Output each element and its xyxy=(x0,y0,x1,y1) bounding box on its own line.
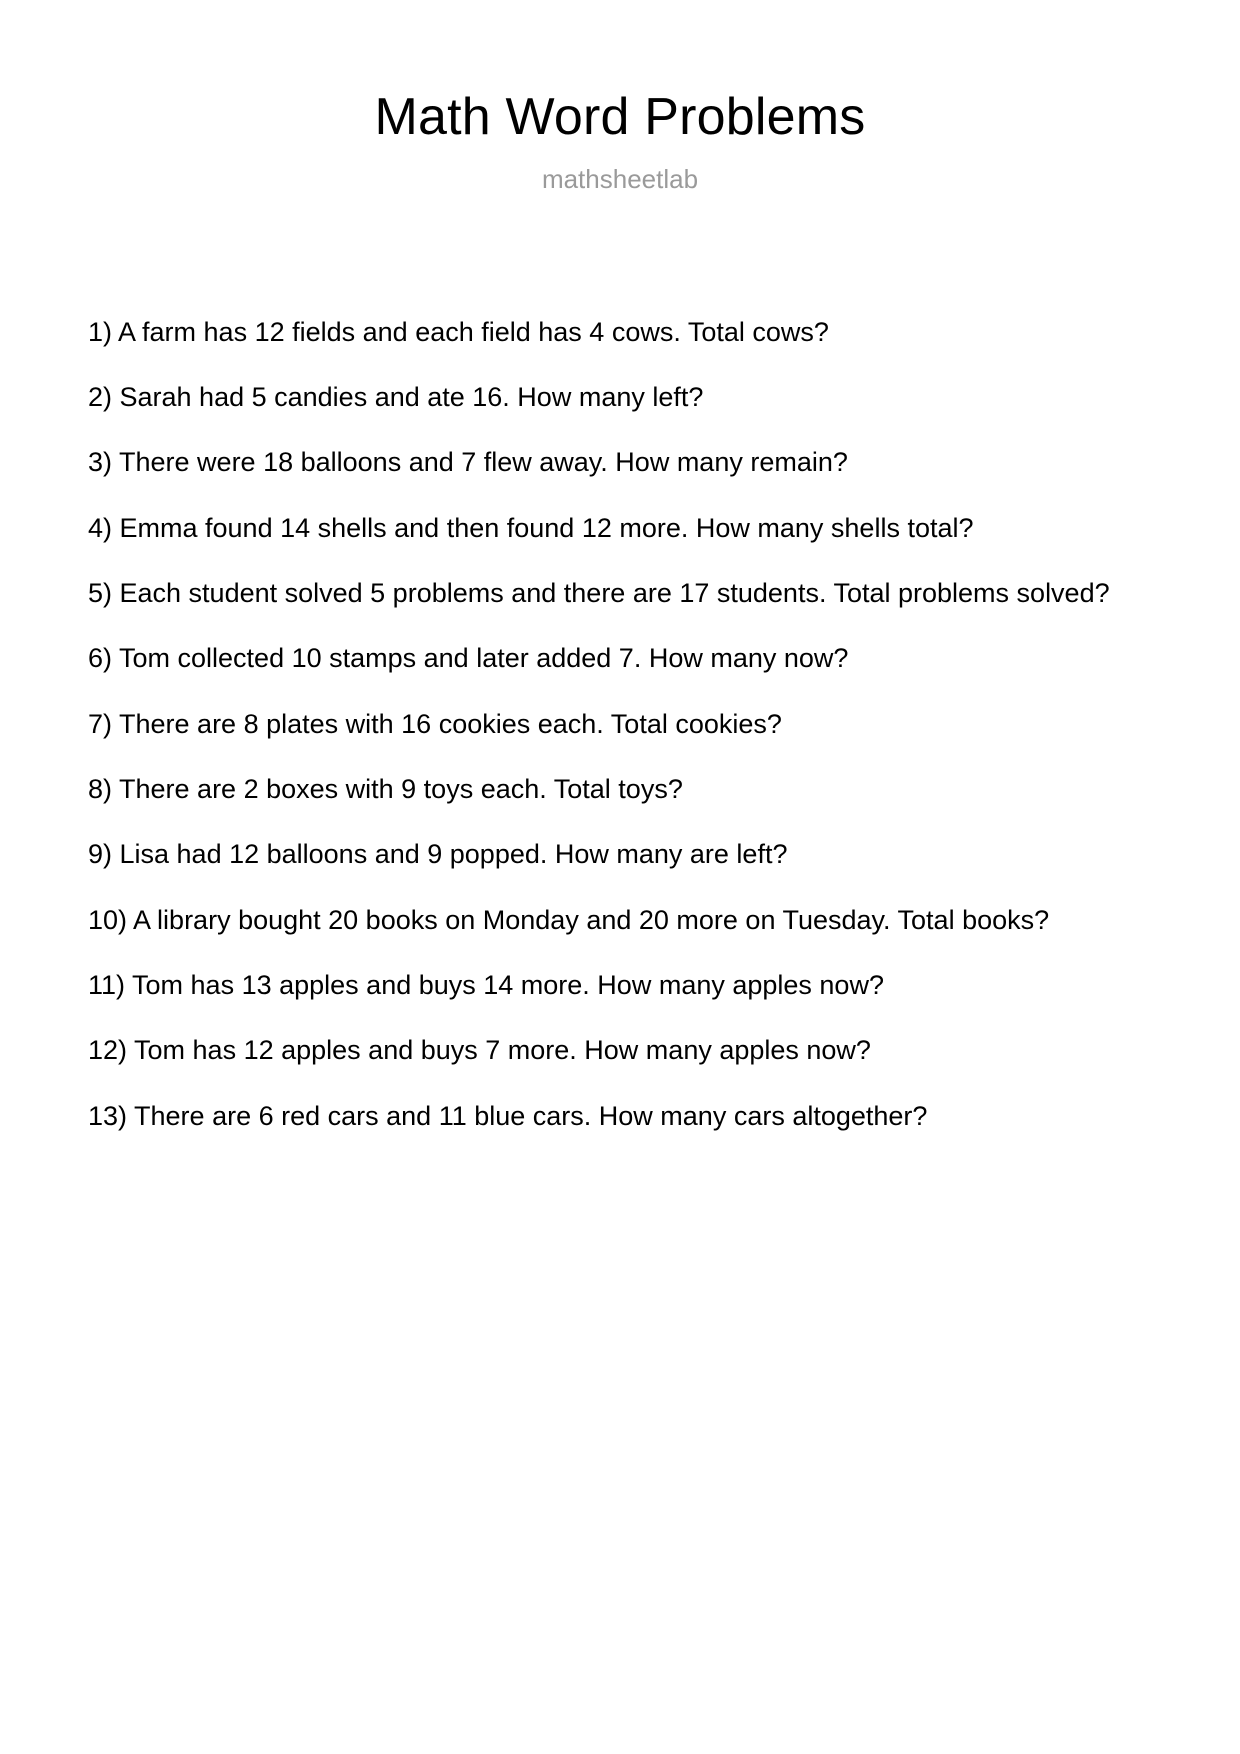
list-item: 5) Each student solved 5 problems and there are 17 students. Total problems solved? xyxy=(88,578,1110,609)
page-subtitle: mathsheetlab xyxy=(541,163,699,194)
list-item: 2) Sarah had 5 candies and ate 16. How many left? xyxy=(88,382,704,413)
list-item: 7) There are 8 plates with 16 cookies each. Total cookies? xyxy=(88,708,782,739)
list-item: 13) There are 6 red cars and 11 blue cars. How many cars altogether? xyxy=(88,1100,928,1131)
page-title: Math Word Problems xyxy=(374,88,866,146)
list-item: 8) There are 2 boxes with 9 toys each. Total toys? xyxy=(88,774,683,805)
list-item: 9) Lisa had 12 balloons and 9 popped. How many are left? xyxy=(88,839,788,870)
list-item: 10) A library bought 20 books on Monday and 20 more on Tuesday. Total books? xyxy=(88,904,1050,935)
list-item: 6) Tom collected 10 stamps and later added 7. How many now? xyxy=(88,643,849,674)
list-item: 11) Tom has 13 apples and buys 14 more. How many apples now? xyxy=(88,970,884,1001)
list-item: 1) A farm has 12 fields and each field has 4 cows. Total cows? xyxy=(88,316,829,347)
problem-list xyxy=(0,313,1240,1135)
list-item: 3) There were 18 balloons and 7 flew away. How many remain? xyxy=(88,447,848,478)
list-item: 12) Tom has 12 apples and buys 7 more. How many apples now? xyxy=(88,1035,871,1066)
list-item: 4) Emma found 14 shells and then found 12 more. How many shells total? xyxy=(88,512,974,543)
